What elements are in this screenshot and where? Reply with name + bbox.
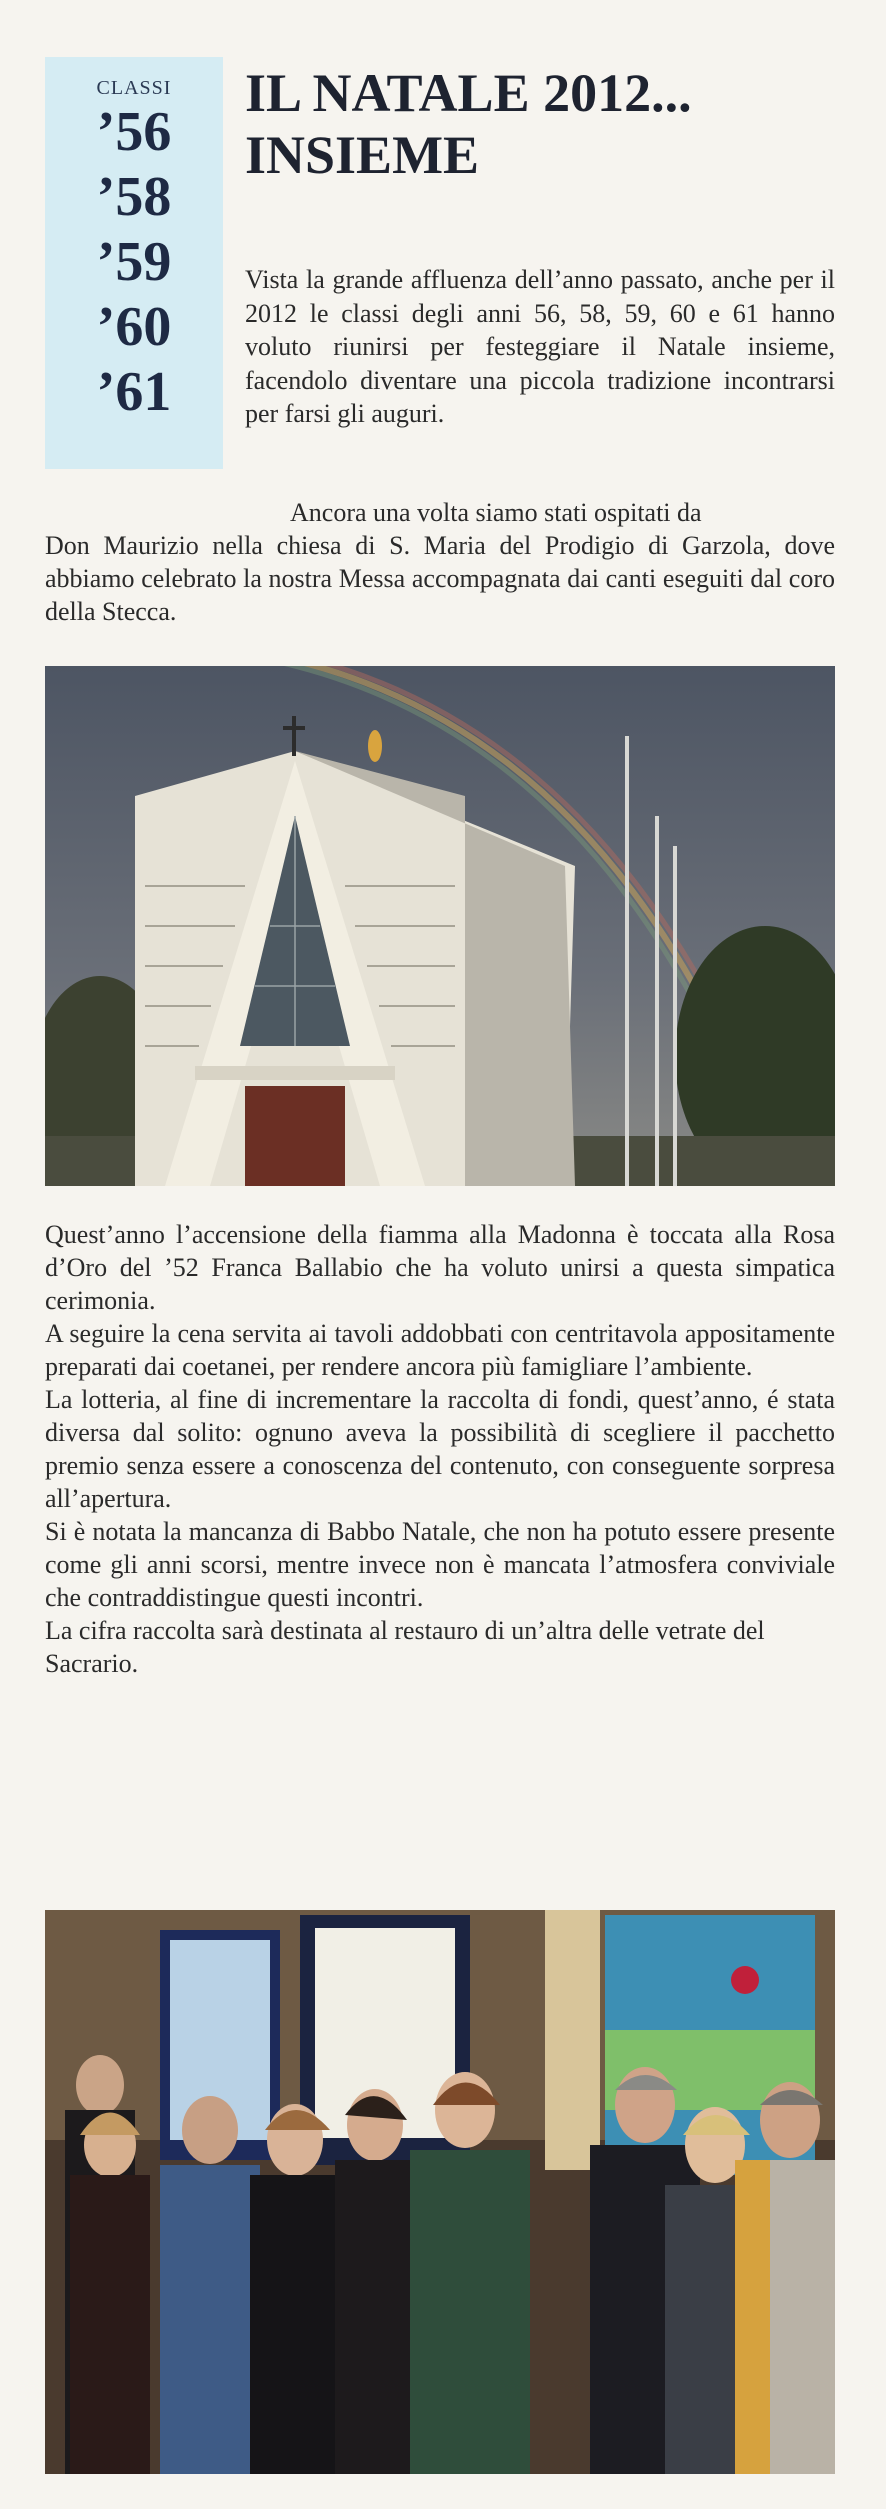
mass-paragraph-first-line: Ancora una volta siamo stati ospitati da [290,498,702,527]
church-photo-graphic [45,666,835,1186]
classes-label: CLASSI [96,77,172,99]
mass-paragraph: Don Maurizio nella chiesa di S. Maria del Prodigio di Garzola, dove abbiamo celebrato la nostra Messa accompagnata dai canti eseguiti dal coro della Stecca. [45,531,835,626]
class-year: ’59 [96,231,172,293]
title-line-1: IL NATALE 2012... [245,63,692,123]
santa-paragraph: Si è notata la mancanza di Babbo Natale, che non ha potuto essere presente come gli anni scorsi, mentre invece non è mancata l’atmosfera conviviale che contraddistingue questi incontri. [45,1517,835,1612]
lottery-paragraph: La lotteria, al fine di incrementare la raccolta di fondi, quest’anno, é stata diversa dal solito: ognuno aveva la possibilità di scegliere il pacchetto premio senza essere a conoscenza del contenuto, con conseguente sorpresa all’apertura. [45,1385,835,1513]
dinner-paragraph: A seguire la cena servita ai tavoli addobbati con centritavola appositamente preparati dai coetanei, per rendere ancora più famigliare l’ambiente. [45,1319,835,1381]
group-celebration-photo [45,1910,835,2474]
title-line-2: INSIEME [245,125,480,185]
sum-paragraph: La cifra raccolta sarà destinata al restauro di un’altra delle vetrate del Sacrario. [45,1616,765,1678]
classes-badge [45,57,223,469]
article-body [45,1218,835,1680]
class-year: ’56 [96,101,172,163]
article-title [245,62,845,186]
church-rainbow-photo [45,666,835,1186]
group-photo-graphic [45,1910,835,2474]
class-year: ’60 [96,296,172,358]
class-year: ’61 [96,361,172,423]
class-year: ’58 [96,166,172,228]
intro-paragraph: Vista la grande affluenza dell’anno passato, anche per il 2012 le classi degli anni 56, 58, 59, 60 e 61 hanno voluto riunirsi per festeggiare il Natale insieme, facendolo diventare una piccola tradizione incontrarsi per farsi gli auguri. [245,265,835,428]
flame-paragraph: Quest’anno l’accensione della fiamma alla Madonna è toccata alla Rosa d’Oro del ’52 Franca Ballabio che ha voluto unirsi a questa simpatica cerimonia. [45,1220,835,1315]
